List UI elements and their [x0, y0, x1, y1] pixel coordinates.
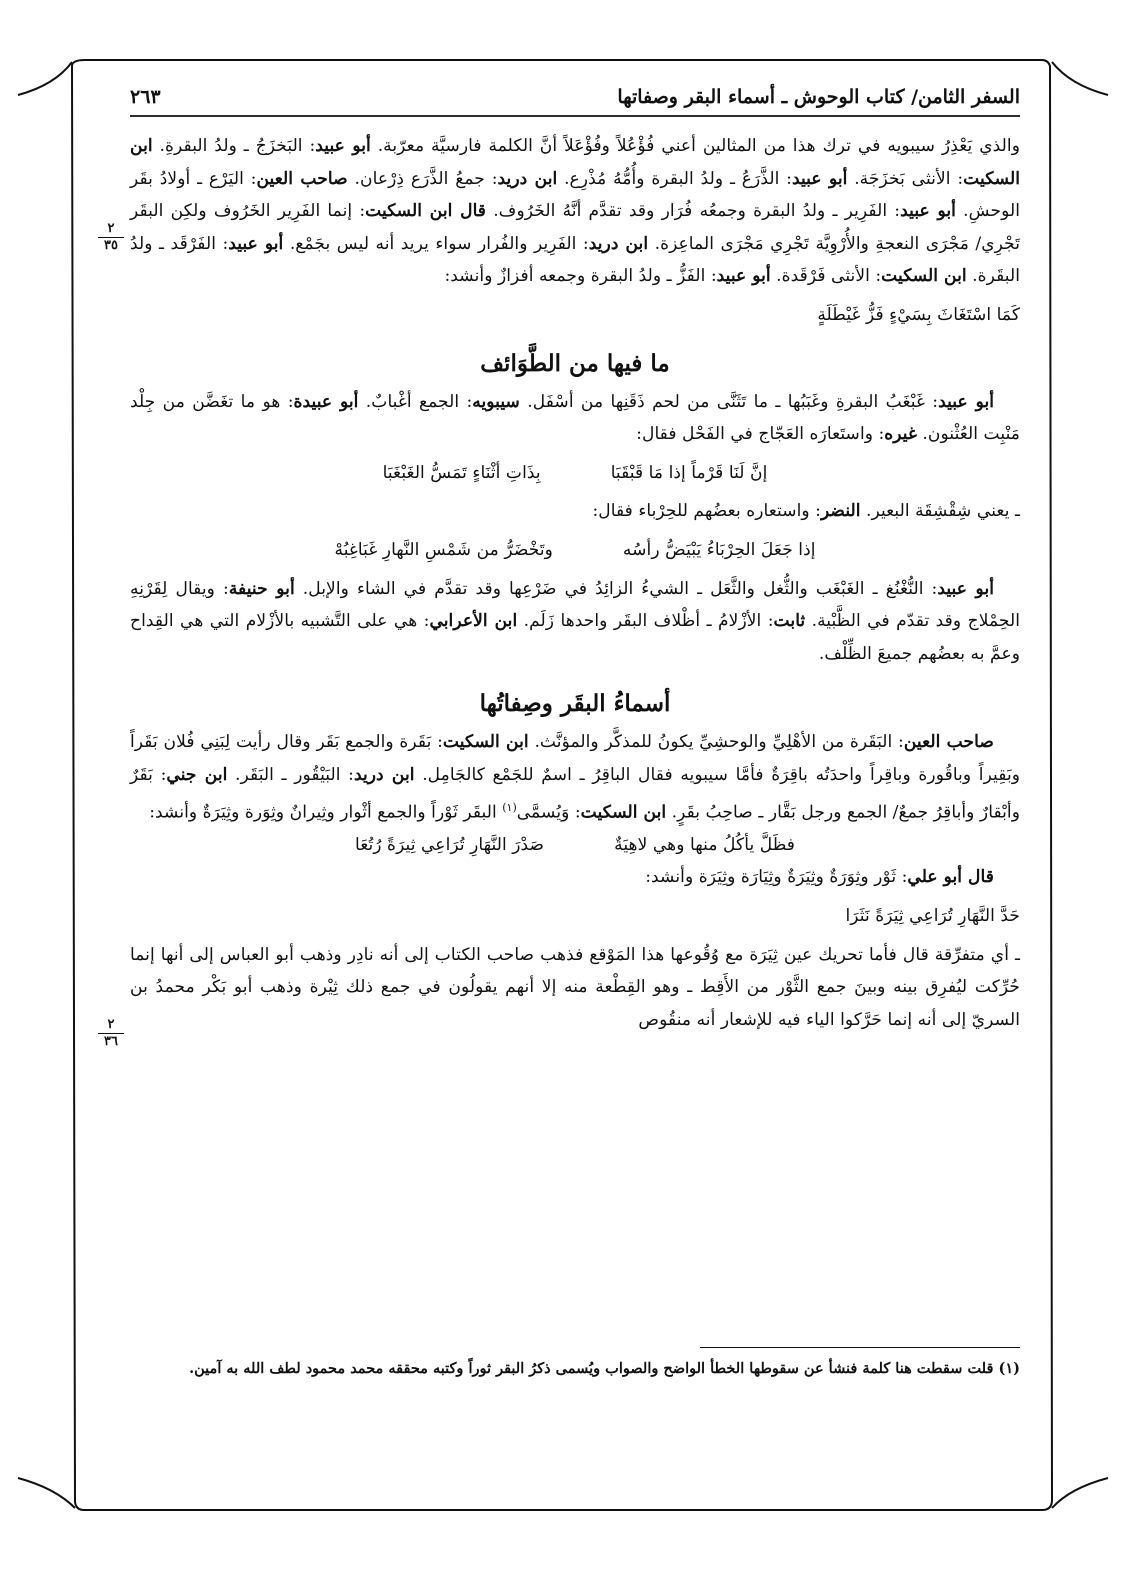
- speaker-name: صاحب العين: [256, 168, 348, 189]
- speaker-name: ابن دريد: [353, 764, 415, 785]
- speaker-name: سيبويه: [472, 391, 520, 412]
- footnote: (١) قلت سقطت هنا كلمة فنشأ عن سقوطها الخطأ الواضح والصواب ويُسمى ذكرُ البقر ثوراً وكتبه محققه محمد محمود لطف الله به آمين.: [189, 1360, 1020, 1377]
- running-header: [130, 80, 1020, 114]
- paragraph: ـ أي متفرِّقة قال فأما تحريك عين ثِيَرَة مع وُقُوعها هذا المَوْقع فذهب صاحب الكتاب إلى أنه نادِر وذهب أبو العباس إلى أنها إنما حُرِّكت ليُفرِق بينه وبينَ جمع الثَّوْر من الأَقِط ـ وهو القِطْعة منه إلا أنهم يقولُون في جمع ذلك ثِيْرة وذهب أبو بَكْر محمدُ بن السريّ إلى أنه إنما حَرَّكوا الياء فيه للإشعار أنه منقُوص: [130, 944, 1020, 1030]
- verse-hemistich-right: فظَلَّ يأكُلُ منها وهي لاهِيَةٌ: [614, 834, 796, 855]
- verse-couplet: [130, 829, 1020, 862]
- speaker-name: أبو عبيد: [938, 391, 995, 412]
- speaker-name: ابن دريد: [588, 233, 649, 254]
- verse-hemistich-right: إنَّ لَنَا قَرْماً إذا مَا قَبْقَبَا: [610, 462, 768, 483]
- speaker-name: صاحب العين: [903, 732, 994, 753]
- footnote-rule: [700, 1347, 1020, 1348]
- speaker-name: أبو عبيد: [228, 233, 284, 254]
- verse-hemistich-left: وتَخْضَرُّ من شَمْسِ النَّهارِ غَبَاغِبُهْ: [334, 539, 553, 560]
- speaker-name: ابن السكيت: [442, 732, 529, 753]
- paragraph: قال أبو علي: ثَوْر وثِوَرَةٌ وثِيَرَةٌ وثِيَارَة وثِيَرَة وأنشد:: [645, 867, 994, 888]
- section-heading: ما فيها من الطَّوَائف: [480, 349, 670, 377]
- paragraph: أبو عبيد: غَبْغَبُ البقرةِ وغَبَبُها ـ ما تَثَنَّى من لحم ذَقَنِها من أسْفَل. سيبويه: الجمع أغْبابٌ. أبو عبيدة: هو ما تغَضَّن من جِلْد مَنْبِت العُثْنون. غيره: واستَعارَه العَجّاج في الفَحْل فقال:: [130, 391, 1020, 445]
- speaker-name: أبو عبيد: [315, 136, 371, 156]
- speaker-name: ابن السكيت: [580, 802, 667, 823]
- speaker-name: ابن السكيت: [130, 136, 1021, 189]
- speaker-name: غيره: [884, 424, 917, 445]
- speaker-name: أبو عبيدة: [293, 391, 359, 412]
- verse-couplet: [130, 451, 1020, 496]
- paragraph: والذي يَعْذِرُ سيبويه في ترك هذا من المثالين أعني فُؤْعُلاً وفُؤْعَلاً أنَّ الكلمة فارسيَّة معرّبة. أبو عبيد: البَخزَجُ ـ ولدُ البقرةِ. ابن السكيت: الأنثى بَخزَجَة. أبو عبيد: الذَّرَعُ ـ ولدُ البقرة وأُمُّهُ مُذْرِع. ابن دريد: جمعُ الذَّرَع ذِرْعان. صاحب العين: اليَرْع ـ أولادُ بقَر الوحشِ. أبو عبيد: الفَرِير ـ ولدُ البقرة وجمعُه فُرَار وقد تقدَّم أنَّهُ الخَرُوف. قال ابن السكيت: إنما الفَرِير الخَرُوف ولكِن البقَر تَجْرِي/ مَجْرَى النعجةِ والأُرْوِيَّة تَجْرِي مَجْرَى الماعِزة. ابن دريد: الفَرِير والفُرار سواء يريد أنه ليس بجَمْع. أبو عبيد: الفَرْقَد ـ ولدُ البقَرة. ابن السكيت: الأنثى فَرْقَدة. أبو عبيد: الفَزُّ ـ ولدُ البقرة وجمعه أفزازٌ وأنشد:: [130, 136, 1021, 287]
- speaker-name: أبو عبيد: [900, 201, 956, 222]
- speaker-name: قال أبو علي: [907, 867, 994, 888]
- speaker-name: ابن جني: [166, 764, 228, 785]
- verse-couplet: [130, 528, 1020, 573]
- verse-line: حَدَّ النَّهَارِ تُرَاعِي ثِيَرَةً نَثَرَا: [845, 906, 1020, 927]
- section-heading: أسماءُ البقَر وصِفاتُها: [479, 690, 671, 718]
- margin-folio-note: ٢ ٣٥: [98, 222, 124, 253]
- speaker-name: أبو عبيد: [716, 266, 771, 287]
- speaker-name: قال ابن السكيت: [365, 201, 487, 222]
- speaker-name: ابن دريد: [497, 168, 558, 189]
- paragraph: أبو عبيد: النُّغْنُغ ـ الغَبْغَب والثُّغل والثَّعَل ـ الشيءُ الزائِدُ في ضَرْعِها وقد تقدَّم في الشاء والإبل. أبو حنيفة: ويقال لِقَرْنِهِ الحِمْلاج وقد تقدّم في الظَّبْية. ثابت: الأزْلامُ ـ أظْلاف البقَر واحدها زَلَم. ابن الأعرابي: هي على التَّشبيه بالأزْلام التي هي القِداح وعمَّ به بعضُهم جميعَ الظِّلْف.: [130, 578, 1020, 664]
- speaker-name: النضر: [820, 501, 861, 522]
- verse-hemistich-left: صَدْرَ النَّهَارِ تُرَاعِي ثِيرَةً رُتُعَا: [354, 834, 545, 855]
- margin-folio-note: ٢ ٣٦: [98, 1018, 124, 1049]
- speaker-name: ابن الأعرابي: [429, 611, 518, 632]
- running-title: السفر الثامن/ كتاب الوحوش ـ أسماء البقر وصفاتها: [617, 86, 1020, 108]
- speaker-name: ثابت: [773, 611, 806, 632]
- speaker-name: ابن السكيت: [881, 266, 967, 287]
- verse-line: كَمَا اسْتَغَاثَ بِسَيْءٍ فَزُّ غَيْطَلَةٍ: [817, 304, 1020, 325]
- speaker-name: أبو عبيد: [791, 168, 848, 189]
- verse-hemistich-left: بِذَاتِ أثْنَاءٍ تَمَسُّ الغَبْغَبَا: [382, 462, 541, 483]
- speaker-name: أبو عبيد: [937, 578, 994, 599]
- footnote-marker: (١): [502, 800, 517, 814]
- paragraph: صاحب العين: البَقَرة من الأهْلِيِّ والوحشِيِّ يكونُ للمذكَّر والمؤنَّث. ابن السكيت: بَقَرة والجمع بَقَر وقال رأيت لِبَنِي فُلان بَقَراً وبَقِيراً وباقُورة وباقِراً واحدَتُه باقِرَةٌ فأمَّا سيبويه فقال الباقِرُ ـ اسمٌ للجَمْع كالجَامِل. ابن دريد: البَيْقُور ـ البَقَر. ابن جني: بَقَرٌ وأبْقارٌ وأباقِرُ جمعٌ/ الجمع ورجل بَقَّار ـ صاحِبُ بقَرٍ. ابن السكيت: وَيُسمَّى$^{(١)}$ البقَر ثَوْراً والجمع أثْوار وثِيرانٌ وثِوَرة وثِيَرَةٌ وأنشد:: [130, 732, 1021, 823]
- speaker-name: أبو حنيفة: [228, 578, 295, 599]
- page-number: ٢٦٣: [130, 86, 161, 108]
- verse-hemistich-right: إذا جَعَلَ الحِرْبَاءُ يَبْيَضُّ رأسُه: [622, 539, 816, 560]
- paragraph: ـ يعني شِقْشِقَة البعير. النضر: واستعاره بعضُهم للحِرْباء فقال:: [592, 501, 1020, 522]
- main-text: [130, 130, 1020, 1036]
